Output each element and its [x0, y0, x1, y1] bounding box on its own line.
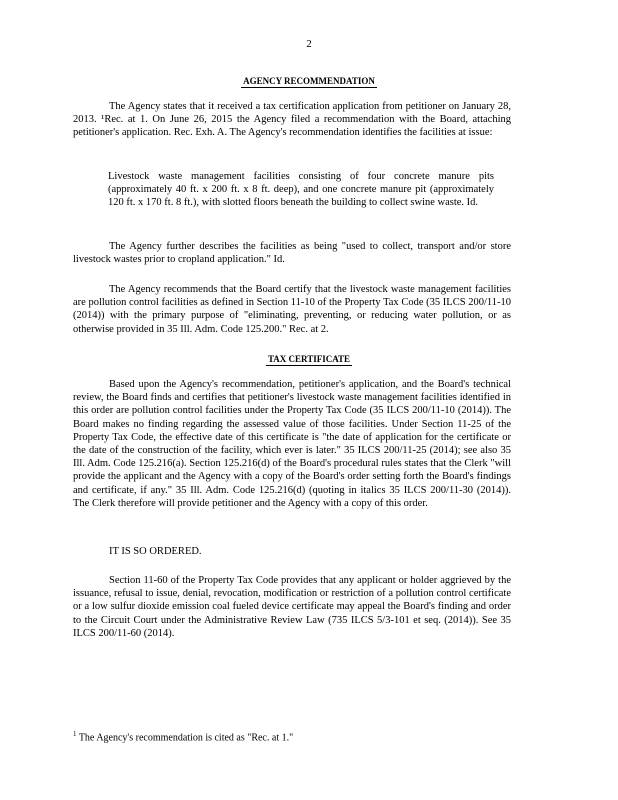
heading-agency-recommendation: AGENCY RECOMMENDATION [243, 76, 375, 86]
quote-facilities: Livestock waste management facilities consisting of four concrete manure pits (approximately 40 ft. x 200 ft. x 8 ft. deep), and one concrete manure pit (approximately 120 ft. x 170 ft. 8 ft.), with slotted floors beneath the building to collect swine waste. Id. [108, 171, 494, 209]
paragraph-agency-states: The Agency states that it received a tax certification application from petitioner on January 28, 2013. ¹Rec. at 1. On June 26, 2015 the Agency filed a recommendation with the Board, attaching petitioner's application. Rec. Exh. A. The Agency's recommendation identifies the facilities at issue: [73, 101, 511, 139]
ordered-statement: IT IS SO ORDERED. [109, 546, 202, 557]
heading-tax-certificate: TAX CERTIFICATE [267, 354, 351, 364]
footnote-text: The Agency's recommendation is cited as "Rec. at 1." [78, 732, 294, 744]
footnote-mark: 1 [73, 730, 77, 738]
page-number: 2 [306, 38, 312, 50]
footnote [73, 730, 293, 743]
paragraph-agency-describes: The Agency further describes the facilities as being "used to collect, transport and/or store livestock wastes prior to cropland application." Id. [73, 241, 511, 266]
paragraph-agency-recommends: The Agency recommends that the Board certify that the livestock waste management facilities are pollution control facilities as defined in Section 11-10 of the Property Tax Code (35 ILCS 200/11-10 (2014)) with the primary purpose of "eliminating, preventing, or reducing water pollution, or as otherwise provided in 35 Ill. Adm. Code 125.200." Rec. at 2. [73, 284, 511, 335]
paragraph-board-finds: Based upon the Agency's recommendation, petitioner's application, and the Board's technical review, the Board finds and certifies that petitioner's livestock waste management facilities identified in this order are pollution control facilities under the Property Tax Code (35 ILCS 200/11-10 (2014)). The Board makes no finding regarding the assessed value of those facilities. Under Section 11-25 of the Property Tax Code, the effective date of this certificate is "the date of application for the certificate or the date of the construction of the facility, which ever is later." 35 ILCS 200/11-25 (2014); see also 35 Ill. Adm. Code 125.216(a). Section 125.216(d) of the Board's procedural rules states that the Clerk "will provide the applicant and the Agency with a copy of the Board's order setting forth the Board's findings and certificate, if any." 35 Ill. Adm. Code 125.216(d) (quoting in italics 35 ILCS 200/11-30 (2014)). The Clerk therefore will provide petitioner and the Agency with a copy of this order. [73, 379, 511, 509]
paragraph-appeal: Section 11-60 of the Property Tax Code provides that any applicant or holder aggrieved by the issuance, refusal to issue, denial, revocation, modification or restriction of a pollution control certificate or a low sulfur dioxide emission coal fueled device certificate may appeal the Board's finding and order to the Circuit Court under the Administrative Review Law (735 ILCS 5/3-101 et seq. (2014)). See 35 ILCS 200/11-60 (2014). [73, 575, 511, 639]
